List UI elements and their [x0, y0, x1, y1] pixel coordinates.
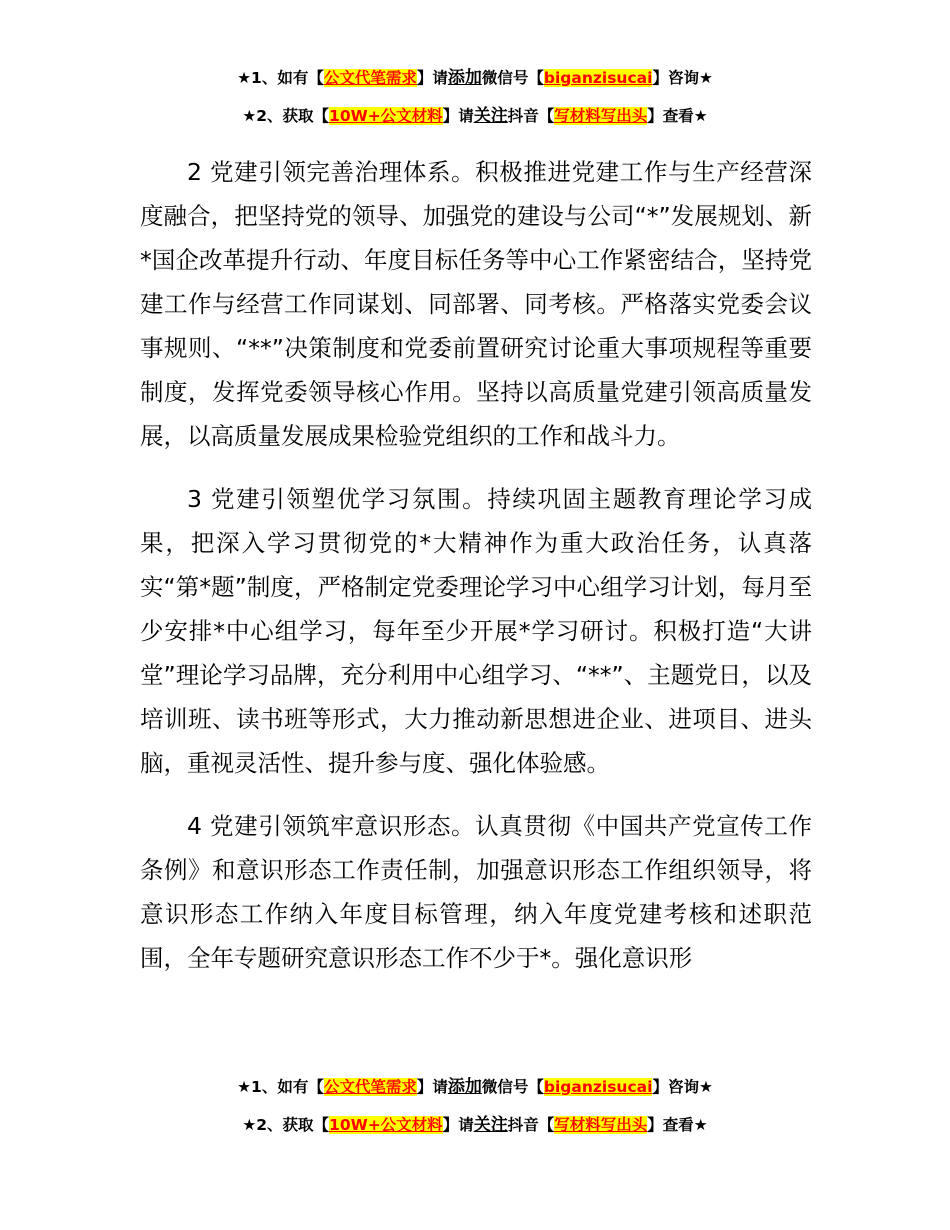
banner-highlight: 写材料写出头 [554, 107, 648, 125]
banner-text: 】查看★ [647, 107, 708, 125]
banner-text: 微信号【 [481, 1078, 544, 1096]
banner-highlight: 公文代笔需求 [323, 69, 417, 87]
banner-highlight: 10W+公文材料 [329, 1116, 443, 1134]
banner-text: 】查看★ [647, 1116, 708, 1134]
banner-text: 】请 [442, 107, 474, 125]
banner-highlight-wechat-id: biganzisucai [543, 1078, 653, 1096]
banner-emphasis: 添加 [447, 68, 482, 88]
banner-highlight: 写材料写出头 [554, 1116, 648, 1134]
banner-highlight: 公文代笔需求 [323, 1078, 417, 1096]
banner-text: ★2、获取【 [242, 1116, 330, 1134]
banner-text: 抖音【 [507, 107, 555, 125]
banner-text: ★1、如有【 [237, 69, 324, 87]
banner-highlight-wechat-id: biganzisucai [543, 69, 653, 87]
banner-emphasis: 关注 [473, 1115, 508, 1135]
banner-text: 】请 [416, 69, 448, 87]
paragraph-2: 2 党建引领完善治理体系。积极推进党建工作与生产经营深度融合，把坚持党的领导、加强党的建设与公司“*”发展规划、新*国企改革提升行动、年度目标任务等中心工作紧密结合，坚持党建工作与经营工作同谋划、同部署、同考核。严格落实党委会议事规则、“**”决策制度和党委前置研究讨论重大事项规程等重要制度，发挥党委领导核心作用。坚持以高质量党建引领高质量发展，以高质量发展成果检验党组织的工作和战斗力。 [140, 158, 812, 450]
header-banner-line-1 [0, 66, 950, 90]
banner-text: 】咨询★ [652, 1078, 713, 1096]
banner-highlight: 10W+公文材料 [329, 107, 443, 125]
header-banner-line-2 [0, 104, 950, 128]
footer-banner-line-1 [0, 1075, 950, 1099]
banner-text: 】请 [416, 1078, 448, 1096]
banner-text: 微信号【 [481, 69, 544, 87]
banner-text: 】请 [442, 1116, 474, 1134]
document-body [140, 150, 812, 999]
banner-text: 抖音【 [507, 1116, 555, 1134]
banner-text: ★2、获取【 [242, 107, 330, 125]
footer-banner-line-2 [0, 1113, 950, 1137]
banner-text: ★1、如有【 [237, 1078, 324, 1096]
banner-emphasis: 关注 [473, 106, 508, 126]
paragraph-4: 4 党建引领筑牢意识形态。认真贯彻《中国共产党宣传工作条例》和意识形态工作责任制，加强意识形态工作组织领导，将意识形态工作纳入年度目标管理，纳入年度党建考核和述职范围，全年专题研究意识形态工作不少于*。强化意识形 [140, 812, 812, 972]
banner-emphasis: 添加 [447, 1077, 482, 1097]
banner-text: 】咨询★ [652, 69, 713, 87]
paragraph-3: 3 党建引领塑优学习氛围。持续巩固主题教育理论学习成果，把深入学习贯彻党的*大精神作为重大政治任务，认真落实“第*题”制度，严格制定党委理论学习中心组学习计划，每月至少安排*中心组学习，每年至少开展*学习研讨。积极打造“大讲堂”理论学习品牌，充分利用中心组学习、“**”、主题党日，以及培训班、读书班等形式，大力推动新思想进企业、进项目、进头脑，重视灵活性、提升参与度、强化体验感。 [140, 485, 812, 777]
